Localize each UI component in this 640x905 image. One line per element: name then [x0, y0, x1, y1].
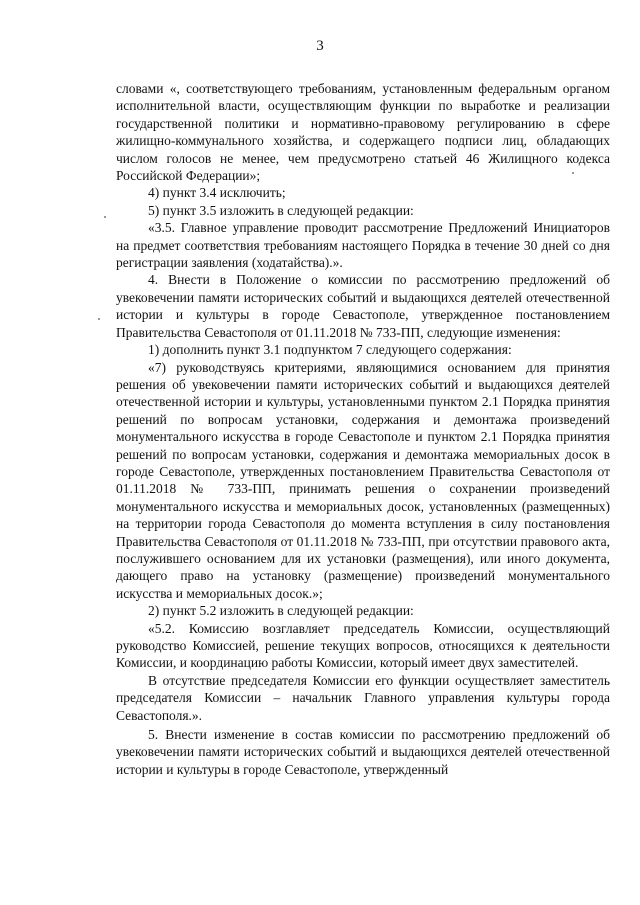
paragraph: 5. Внести изменение в состав комиссии по рассмотрению предложений об увековечении памяти исторических событий и выдающихся деятелей отечественной истории и культуры в городе Севастополе, утвержденный	[116, 727, 610, 777]
paragraph: 4. Внести в Положение о комиссии по рассмотрению предложений об увековечении памяти исторических событий и выдающихся деятелей отечественной истории и культуры в городе Севастополе, утвержденное постановлением Правительства Севастополя от 01.11.2018 № 733-ПП, следующие изменения:	[116, 272, 610, 340]
paragraph: В отсутствие председателя Комиссии его функции осуществляет заместитель председателя Комиссии – начальник Главного управления культуры города Севастополя.».	[116, 672, 610, 723]
scan-speck	[572, 172, 574, 174]
document-body	[116, 80, 610, 778]
scan-speck	[98, 318, 100, 320]
paragraph: 5) пункт 3.5 изложить в следующей редакции:	[148, 202, 414, 218]
paragraph: «3.5. Главное управление проводит рассмотрение Предложений Инициаторов на предмет соответствия требованиям настоящего Порядка в течение 30 дней со дня регистрации заявления (ходатайства).».	[116, 220, 610, 271]
page-number: 3	[316, 38, 324, 54]
scan-speck	[104, 216, 106, 218]
paragraph: «5.2. Комиссию возглавляет председатель Комиссии, осуществляющий руководство Комиссией, решение текущих вопросов, относящихся к деятельности Комиссии, и координацию работы Комиссии, который имеет двух заместителей.	[116, 620, 610, 671]
paragraph: словами «, соответствующего требованиям, установленным федеральным органом исполнительной власти, осуществляющим функции по выработке и реализации государственной политики и нормативно-правовому регулированию в сфере жилищно-коммунального хозяйства, и содержащего подписи лиц, обладающих числом голосов не менее, чем предусмотрено статьей 46 Жилищного кодекса Российской Федерации»;	[116, 81, 610, 184]
paragraph: 4) пункт 3.4 исключить;	[148, 185, 286, 201]
paragraph: 1) дополнить пункт 3.1 подпунктом 7 следующего содержания:	[148, 342, 512, 358]
paragraph: «7) руководствуясь критериями, являющимися основанием для принятия решения об увековечении памяти исторических событий и выдающихся деятелей отечественной истории и культуры, установленными пунктом 2.1 Порядка принятия решений по вопросам установки, содержания и демонтажа произведений монументального искусства в городе Севастополе и пунктом 2.1 Порядка принятия решений по вопросам установки, содержания и демонтажа мемориальных досок в городе Севастополе, утвержденных постановлением Правительства Севастополя от 01.11.2018 № 733-ПП, принимать решения о сохранении произведений монументального искусства и мемориальных досок, установленных (размещенных) на территории города Севастополя до момента вступления в силу постановления Правительства Севастополя от 01.11.2018 № 733-ПП, при отсутствии правового акта, послужившего основанием для их установки (размещения), или иного документа, дающего право на установку (размещение) произведений монументального искусства и мемориальных досок.»;	[116, 359, 610, 601]
paragraph: 2) пункт 5.2 изложить в следующей редакции:	[148, 603, 414, 619]
